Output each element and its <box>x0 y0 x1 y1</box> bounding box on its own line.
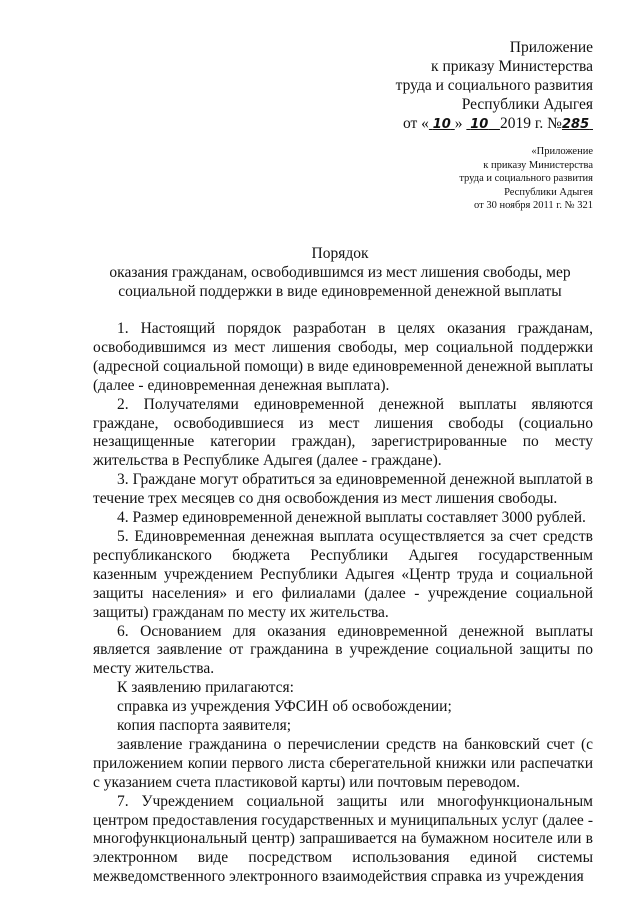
appendix-date-line <box>396 114 593 134</box>
appendix-ministry-line: труда и социального развития <box>395 77 593 94</box>
appendix-republic-line: Республики Адыгея <box>461 96 593 113</box>
title-heading: Порядок <box>311 245 369 262</box>
date-mid: » <box>454 115 467 132</box>
original-republic-line: Республики Адыгея <box>504 186 593 198</box>
document-title <box>90 244 590 301</box>
original-appendix-label: «Приложение <box>531 146 593 157</box>
title-line-3: социальной поддержки в виде единовременной денежной выплаты <box>118 283 562 300</box>
attachment-release-certificate: справка из учреждения УФСИН об освобождении; <box>117 698 452 716</box>
paragraph-2: 2. Получателями единовременной денежной выплаты являются граждане, освободившиеся из мест лишения свободы (социально незащищенные категории граждан), зарегистрированные по месту жительства в Республике Адыгея (далее - граждане). <box>93 395 593 470</box>
paragraph-6: 6. Основанием для оказания единовременной денежной выплаты является заявление от гражданина в учреждение социальной защиты по месту жительства. <box>93 622 593 678</box>
paragraph-1: 1. Настоящий порядок разработан в целях оказания гражданам, освободившимся из мест лишения свободы, мер социальной поддержки (адресной социальной помощи) в виде единовременной денежной выплаты (далее - единовременная денежная выплата). <box>93 320 593 394</box>
original-date-line: от 30 ноября 2011 г. № 321 <box>474 200 593 211</box>
original-ministry-line: труда и социального развития <box>459 173 593 184</box>
paragraph-7: 7. Учреждением социальной защиты или многофункциональным центром предоставления государственных и муниципальных услуг (далее - многофункциональный центр) запрашивается на бумажном носителе или в электронном виде посредством использования единой системы межведомственного электронного взаимодействия справка из учреждения <box>93 792 593 886</box>
appendix-label: Приложение <box>509 39 593 56</box>
date-year: 2019 г. № <box>499 115 562 132</box>
paragraph-5: 5. Единовременная денежная выплата осуществляется за счет средств республиканского бюджета Республики Адыгея государственным казенным учреждением Республики Адыгея «Центр труда и социальной защиты населения» и его филиалами (далее - учреждение социальной защиты) гражданам по месту их жительства. <box>93 527 593 621</box>
date-prefix: от « <box>402 115 429 132</box>
appendix-order-line: к приказу Министерства <box>431 58 593 75</box>
appendix-header <box>396 38 593 134</box>
document-body <box>93 320 593 887</box>
paragraph-3: 3. Граждане могут обратиться за единовременной денежной выплатой в течение трех месяцев со дня освобождения из мест лишения свободы. <box>93 471 593 508</box>
attachment-passport-copy: копия паспорта заявителя; <box>117 717 292 735</box>
attachments-intro: К заявлению прилагаются: <box>117 679 294 697</box>
order-number: 285 <box>561 117 590 132</box>
attachment-transfer-request: заявление гражданина о перечислении средств на банковский счет (с приложением копии первого листа сберегательной книжки или распечатки с указанием счета пластиковой карты) или почтовым переводом. <box>93 735 593 791</box>
original-appendix-header <box>459 145 593 213</box>
date-day: 10 <box>432 117 451 132</box>
paragraph-4: 4. Размер единовременной денежной выплаты составляет 3000 рублей. <box>117 509 586 527</box>
date-month: 10 <box>470 117 489 132</box>
title-line-2: оказания гражданам, освободившимся из мест лишения свободы, мер <box>109 264 571 281</box>
original-order-line: к приказу Министерства <box>483 159 593 171</box>
